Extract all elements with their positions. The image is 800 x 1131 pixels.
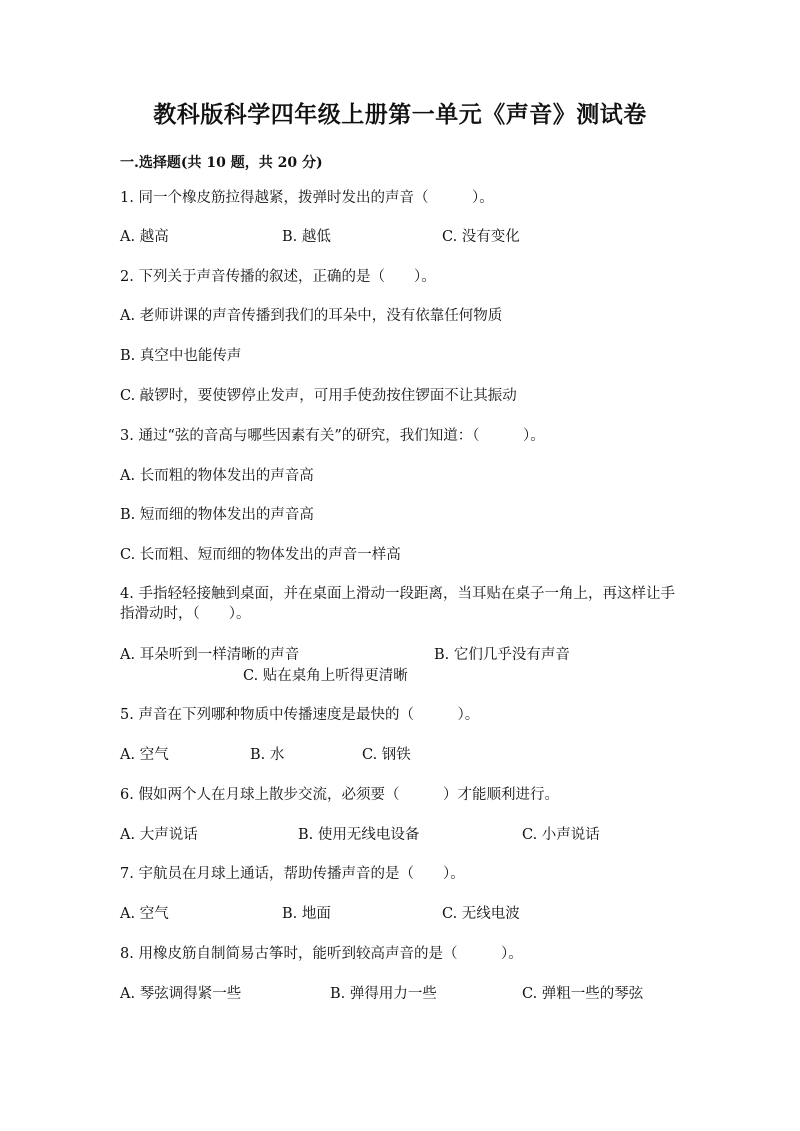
question-7: 7. 宇航员在月球上通话，帮助传播声音的是（ ）。	[120, 866, 465, 882]
question-4-option-c: C. 贴在桌角上听得更清晰	[243, 668, 408, 684]
question-5-option-c: C. 钢铁	[362, 747, 411, 763]
question-4: 4. 手指轻轻接触到桌面，并在桌面上滑动一段距离，当耳贴在桌子一角上，再这样让手指滑动时，（ ）。	[120, 586, 675, 622]
question-8-option-b: B. 弹得用力一些	[330, 986, 437, 1002]
question-5: 5. 声音在下列哪种物质中传播速度是最快的（ ）。	[120, 707, 480, 723]
question-5-option-b: B. 水	[250, 747, 285, 763]
section-heading: 一.选择题(共 10 题，共 20 分)	[120, 155, 323, 171]
question-3-option-c: C. 长而粗、短而细的物体发出的声音一样高	[120, 547, 401, 563]
question-4-option-a: A. 耳朵听到一样清晰的声音	[120, 647, 300, 663]
question-1: 1. 同一个橡皮筋拉得越紧，拨弹时发出的声音（ ）。	[120, 190, 494, 206]
question-8-option-c: C. 弹粗一些的琴弦	[522, 986, 644, 1002]
question-1-option-a: A. 越高	[120, 229, 169, 245]
question-7-option-b: B. 地面	[282, 906, 331, 922]
question-1-option-b: B. 越低	[282, 229, 331, 245]
page-title: 教科版科学四年级上册第一单元《声音》测试卷	[153, 101, 647, 128]
question-8: 8. 用橡皮筋自制简易古筝时，能听到较高声音的是（ ）。	[120, 946, 523, 962]
question-2-option-c: C. 敲锣时，要使锣停止发声，可用手使劲按住锣面不让其振动	[120, 388, 517, 404]
question-3: 3. 通过“弦的音高与哪些因素有关”的研究，我们知道：（ ）。	[120, 428, 545, 444]
question-2-option-b: B. 真空中也能传声	[120, 348, 242, 364]
question-1-option-c: C. 没有变化	[442, 229, 520, 245]
question-3-option-a: A. 长而粗的物体发出的声音高	[120, 468, 314, 484]
question-7-option-c: C. 无线电波	[442, 906, 520, 922]
question-7-option-a: A. 空气	[120, 906, 169, 922]
question-6-option-a: A. 大声说话	[120, 827, 198, 843]
question-6: 6. 假如两个人在月球上散步交流，必须要（ ）才能顺利进行。	[120, 787, 559, 803]
question-5-option-a: A. 空气	[120, 747, 169, 763]
question-6-option-b: B. 使用无线电设备	[298, 827, 420, 843]
question-8-option-a: A. 琴弦调得紧一些	[120, 986, 242, 1002]
question-3-option-b: B. 短而细的物体发出的声音高	[120, 507, 314, 523]
question-2: 2. 下列关于声音传播的叙述，正确的是（ ）。	[120, 269, 436, 285]
question-6-option-c: C. 小声说话	[522, 827, 600, 843]
question-2-option-a: A. 老师讲课的声音传播到我们的耳朵中，没有依靠任何物质	[120, 308, 503, 324]
question-4-option-b: B. 它们几乎没有声音	[434, 647, 570, 663]
